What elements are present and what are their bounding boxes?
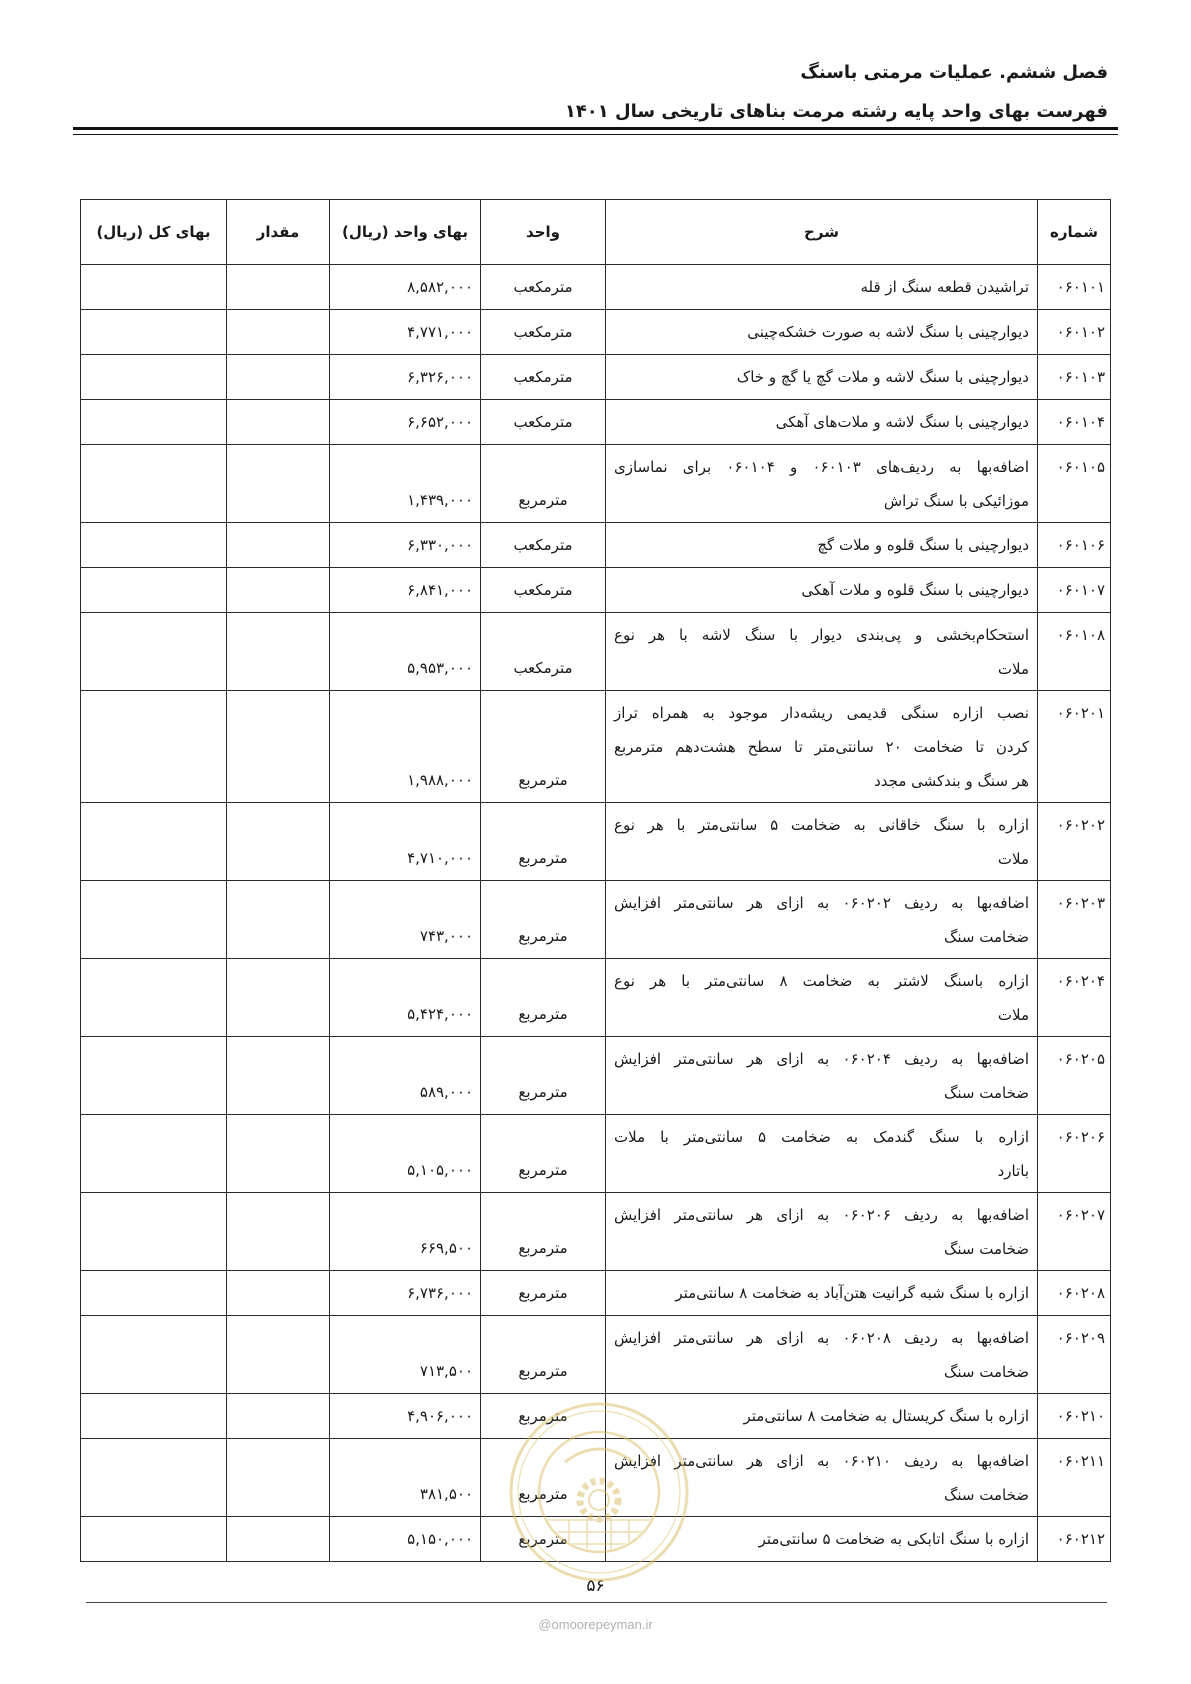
table-row: [81, 310, 1111, 355]
description-line: ضخامت سنگ: [943, 1084, 1029, 1102]
item-code-cell: ۰۶۰۲۰۷: [1038, 1193, 1111, 1271]
total-price-cell: [81, 1316, 227, 1394]
description-cell: [606, 1193, 1038, 1271]
table-row: [81, 881, 1111, 959]
description-cell: [606, 355, 1038, 400]
item-code-cell: ۰۶۰۲۱۱: [1038, 1439, 1111, 1517]
price-table: [80, 199, 1111, 1562]
footer-rule: [86, 1602, 1107, 1603]
unit-cell: مترمربع: [481, 1439, 606, 1517]
table-row: [81, 1193, 1111, 1271]
unit-cell: مترمربع: [481, 881, 606, 959]
description-line: هر سنگ و بندکشی مجدد: [874, 772, 1029, 790]
quantity-cell: [227, 310, 330, 355]
unit-price-cell: ۶,۳۲۶,۰۰۰: [330, 355, 481, 400]
description-cell: [606, 691, 1038, 803]
item-code-cell: ۰۶۰۱۰۳: [1038, 355, 1111, 400]
table-row: [81, 1439, 1111, 1517]
total-price-cell: [81, 355, 227, 400]
quantity-cell: [227, 568, 330, 613]
total-price-cell: [81, 445, 227, 523]
chapter-title: فصل ششم. عملیات مرمتی باسنگ: [800, 62, 1108, 83]
description-cell: [606, 1439, 1038, 1517]
price-list-title: فهرست بهای واحد پایه رشته مرمت بناهای تاریخی سال ۱۴۰۱: [564, 101, 1108, 122]
quantity-cell: [227, 613, 330, 691]
quantity-cell: [227, 445, 330, 523]
quantity-cell: [227, 1394, 330, 1439]
item-code-cell: ۰۶۰۲۰۲: [1038, 803, 1111, 881]
total-price-cell: [81, 1193, 227, 1271]
description-line: ازاره با سنگ گندمک به ضخامت ۵ سانتی‌متر با ملات: [614, 1128, 1029, 1146]
unit-cell: مترمربع: [481, 959, 606, 1037]
quantity-cell: [227, 355, 330, 400]
unit-cell: مترمربع: [481, 1394, 606, 1439]
table-row: [81, 1115, 1111, 1193]
unit-price-cell: ۶,۶۵۲,۰۰۰: [330, 400, 481, 445]
description-line: ازاره با سنگ خاقانی به ضخامت ۵ سانتی‌متر با هر نوع: [614, 816, 1029, 834]
unit-price-cell: ۴,۷۷۱,۰۰۰: [330, 310, 481, 355]
quantity-cell: [227, 523, 330, 568]
item-code-cell: ۰۶۰۲۰۴: [1038, 959, 1111, 1037]
description-cell: [606, 310, 1038, 355]
table-row: [81, 803, 1111, 881]
table-row: [81, 400, 1111, 445]
unit-price-cell: ۸,۵۸۲,۰۰۰: [330, 265, 481, 310]
description-cell: [606, 1271, 1038, 1316]
item-code-cell: ۰۶۰۱۰۶: [1038, 523, 1111, 568]
item-code-cell: ۰۶۰۲۰۳: [1038, 881, 1111, 959]
quantity-cell: [227, 1193, 330, 1271]
description-cell: [606, 265, 1038, 310]
total-price-cell: [81, 568, 227, 613]
column-header-unit-price: بهای واحد (ریال): [330, 200, 481, 265]
total-price-cell: [81, 1271, 227, 1316]
column-header-total-price: بهای کل (ریال): [81, 200, 227, 265]
description-line: دیوارچینی با سنگ قلوه و ملات آهکی: [801, 581, 1029, 599]
table-row: [81, 1394, 1111, 1439]
item-code-cell: ۰۶۰۱۰۲: [1038, 310, 1111, 355]
total-price-cell: [81, 803, 227, 881]
column-header-description: شرح: [606, 200, 1038, 265]
unit-cell: مترمکعب: [481, 613, 606, 691]
total-price-cell: [81, 691, 227, 803]
table-row: [81, 959, 1111, 1037]
description-line: ملات: [997, 850, 1029, 868]
unit-cell: مترمربع: [481, 1193, 606, 1271]
website-label: @omoorepeyman.ir: [538, 1617, 653, 1632]
total-price-cell: [81, 265, 227, 310]
unit-cell: مترمربع: [481, 1115, 606, 1193]
unit-cell: مترمربع: [481, 691, 606, 803]
total-price-cell: [81, 523, 227, 568]
table-row: [81, 445, 1111, 523]
description-line: ملات: [997, 660, 1029, 678]
total-price-cell: [81, 1517, 227, 1562]
description-line: ضخامت سنگ: [943, 1240, 1029, 1258]
unit-price-cell: ۳۸۱,۵۰۰: [330, 1439, 481, 1517]
quantity-cell: [227, 1517, 330, 1562]
unit-price-cell: ۶,۳۳۰,۰۰۰: [330, 523, 481, 568]
item-code-cell: ۰۶۰۱۰۵: [1038, 445, 1111, 523]
quantity-cell: [227, 881, 330, 959]
unit-price-cell: ۶۶۹,۵۰۰: [330, 1193, 481, 1271]
description-line: استحکام‌بخشی و پی‌بندی دیوار با سنگ لاشه با هر نوع: [614, 626, 1029, 644]
header-rule-thin: [73, 134, 1118, 135]
column-header-quantity: مقدار: [227, 200, 330, 265]
description-cell: [606, 1316, 1038, 1394]
unit-price-cell: ۵,۹۵۳,۰۰۰: [330, 613, 481, 691]
unit-cell: مترمربع: [481, 803, 606, 881]
unit-price-cell: ۷۱۳,۵۰۰: [330, 1316, 481, 1394]
unit-cell: مترمکعب: [481, 568, 606, 613]
description-line: اضافه‌بها به ردیف ۰۶۰۲۰۲ به ازای هر سانتی‌متر افزایش: [614, 894, 1029, 912]
column-header-code: شماره: [1038, 200, 1111, 265]
quantity-cell: [227, 959, 330, 1037]
unit-cell: مترمکعب: [481, 523, 606, 568]
unit-cell: مترمکعب: [481, 355, 606, 400]
unit-cell: مترمکعب: [481, 310, 606, 355]
table-row: [81, 691, 1111, 803]
unit-cell: مترمکعب: [481, 265, 606, 310]
description-cell: [606, 881, 1038, 959]
quantity-cell: [227, 400, 330, 445]
description-cell: [606, 568, 1038, 613]
header-rule-thick: [73, 127, 1118, 130]
description-line: ضخامت سنگ: [943, 928, 1029, 946]
table-row: [81, 265, 1111, 310]
description-line: دیوارچینی با سنگ لاشه و ملات‌های آهکی: [775, 413, 1029, 431]
quantity-cell: [227, 803, 330, 881]
description-cell: [606, 445, 1038, 523]
description-cell: [606, 523, 1038, 568]
description-cell: [606, 1394, 1038, 1439]
total-price-cell: [81, 1394, 227, 1439]
total-price-cell: [81, 959, 227, 1037]
table-row: [81, 523, 1111, 568]
description-line: دیوارچینی با سنگ قلوه و ملات گچ: [817, 536, 1029, 554]
table-row: [81, 613, 1111, 691]
unit-price-cell: ۱,۹۸۸,۰۰۰: [330, 691, 481, 803]
description-line: اضافه‌بها به ردیف ۰۶۰۲۱۰ به ازای هر سانتی‌متر افزایش: [614, 1452, 1029, 1470]
table-row: [81, 1316, 1111, 1394]
description-line: اضافه‌بها به ردیف‌های ۰۶۰۱۰۳ و ۰۶۰۱۰۴ برای نماسازی: [614, 458, 1030, 476]
item-code-cell: ۰۶۰۲۰۶: [1038, 1115, 1111, 1193]
quantity-cell: [227, 1271, 330, 1316]
quantity-cell: [227, 1439, 330, 1517]
unit-price-cell: ۷۴۳,۰۰۰: [330, 881, 481, 959]
unit-price-cell: ۵,۱۵۰,۰۰۰: [330, 1517, 481, 1562]
table-body: [81, 265, 1111, 1562]
unit-price-cell: ۶,۸۴۱,۰۰۰: [330, 568, 481, 613]
description-line: دیوارچینی با سنگ لاشه و ملات گچ یا گچ و خاک: [736, 368, 1029, 386]
unit-price-cell: ۴,۷۱۰,۰۰۰: [330, 803, 481, 881]
item-code-cell: ۰۶۰۱۰۸: [1038, 613, 1111, 691]
description-line: ملات: [997, 1006, 1029, 1024]
table-row: [81, 1037, 1111, 1115]
table-row: [81, 1517, 1111, 1562]
total-price-cell: [81, 400, 227, 445]
description-line: ازاره با سنگ کریستال به ضخامت ۸ سانتی‌متر: [743, 1407, 1029, 1425]
item-code-cell: ۰۶۰۱۰۴: [1038, 400, 1111, 445]
item-code-cell: ۰۶۰۲۰۱: [1038, 691, 1111, 803]
quantity-cell: [227, 1037, 330, 1115]
quantity-cell: [227, 1115, 330, 1193]
description-line: ازاره باسنگ لاشتر به ضخامت ۸ سانتی‌متر با هر نوع: [614, 972, 1030, 990]
table-header-row: [81, 200, 1111, 265]
description-line: اضافه‌بها به ردیف ۰۶۰۲۰۴ به ازای هر سانتی‌متر افزایش: [614, 1050, 1029, 1068]
description-line: ازاره با سنگ شبه گرانیت هتن‌آباد به ضخامت ۸ سانتی‌متر: [675, 1284, 1029, 1302]
description-line: ضخامت سنگ: [943, 1363, 1029, 1381]
unit-cell: مترمکعب: [481, 400, 606, 445]
item-code-cell: ۰۶۰۲۰۹: [1038, 1316, 1111, 1394]
description-cell: [606, 1037, 1038, 1115]
description-cell: [606, 803, 1038, 881]
unit-cell: مترمربع: [481, 1271, 606, 1316]
unit-cell: مترمربع: [481, 1517, 606, 1562]
quantity-cell: [227, 691, 330, 803]
total-price-cell: [81, 1439, 227, 1517]
unit-price-cell: ۱,۴۳۹,۰۰۰: [330, 445, 481, 523]
item-code-cell: ۰۶۰۲۰۵: [1038, 1037, 1111, 1115]
unit-price-cell: ۵,۴۲۴,۰۰۰: [330, 959, 481, 1037]
description-line: اضافه‌بها به ردیف ۰۶۰۲۰۶ به ازای هر سانتی‌متر افزایش: [614, 1206, 1029, 1224]
description-cell: [606, 400, 1038, 445]
description-cell: [606, 613, 1038, 691]
description-line: دیوارچینی با سنگ لاشه به صورت خشکه‌چینی: [747, 323, 1029, 341]
table-row: [81, 355, 1111, 400]
total-price-cell: [81, 310, 227, 355]
unit-cell: مترمربع: [481, 445, 606, 523]
table-row: [81, 1271, 1111, 1316]
item-code-cell: ۰۶۰۲۱۲: [1038, 1517, 1111, 1562]
unit-price-cell: ۴,۹۰۶,۰۰۰: [330, 1394, 481, 1439]
item-code-cell: ۰۶۰۲۱۰: [1038, 1394, 1111, 1439]
unit-cell: مترمربع: [481, 1037, 606, 1115]
description-line: ضخامت سنگ: [943, 1486, 1029, 1504]
unit-price-cell: ۵,۱۰۵,۰۰۰: [330, 1115, 481, 1193]
item-code-cell: ۰۶۰۱۰۷: [1038, 568, 1111, 613]
total-price-cell: [81, 1037, 227, 1115]
unit-price-cell: ۵۸۹,۰۰۰: [330, 1037, 481, 1115]
description-line: ازاره با سنگ اتابکی به ضخامت ۵ سانتی‌متر: [758, 1530, 1029, 1548]
unit-price-cell: ۶,۷۳۶,۰۰۰: [330, 1271, 481, 1316]
description-line: کردن تا ضخامت ۲۰ سانتی‌متر تا سطح هشت‌دهم مترمربع: [614, 738, 1029, 756]
quantity-cell: [227, 1316, 330, 1394]
table-row: [81, 568, 1111, 613]
item-code-cell: ۰۶۰۱۰۱: [1038, 265, 1111, 310]
page-number: ۵۶: [586, 1576, 605, 1596]
unit-cell: مترمربع: [481, 1316, 606, 1394]
description-line: اضافه‌بها به ردیف ۰۶۰۲۰۸ به ازای هر سانتی‌متر افزایش: [614, 1329, 1029, 1347]
total-price-cell: [81, 1115, 227, 1193]
description-cell: [606, 1115, 1038, 1193]
column-header-unit: واحد: [481, 200, 606, 265]
description-cell: [606, 1517, 1038, 1562]
item-code-cell: ۰۶۰۲۰۸: [1038, 1271, 1111, 1316]
description-line: باتارد: [997, 1162, 1029, 1180]
quantity-cell: [227, 265, 330, 310]
description-cell: [606, 959, 1038, 1037]
total-price-cell: [81, 881, 227, 959]
description-line: موزائیکی با سنگ تراش: [883, 492, 1029, 510]
total-price-cell: [81, 613, 227, 691]
description-line: تراشیدن قطعه سنگ از قله: [860, 278, 1029, 296]
description-line: نصب ازاره سنگی قدیمی ریشه‌دار موجود به همراه تراز: [614, 704, 1029, 722]
